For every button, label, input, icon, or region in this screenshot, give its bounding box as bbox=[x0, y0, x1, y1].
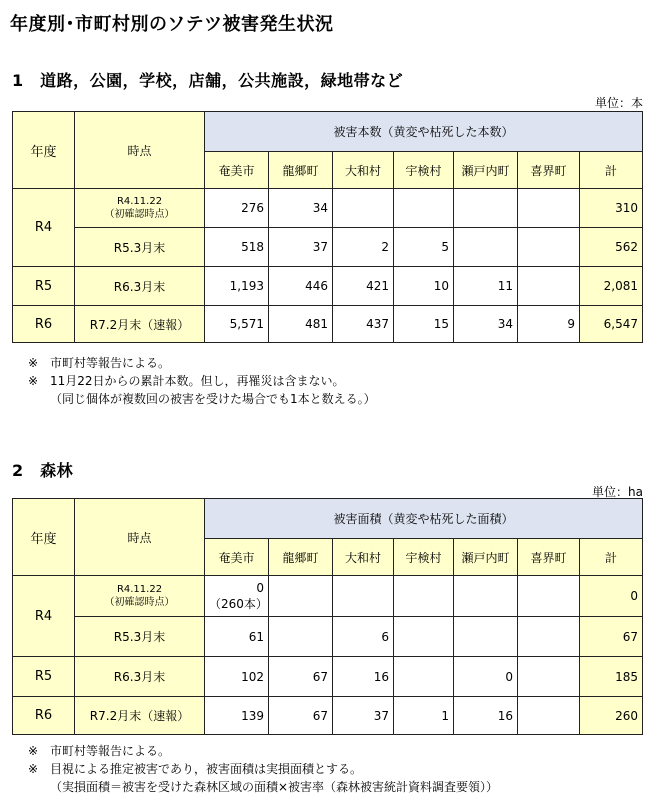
cell-value: 10 bbox=[394, 267, 454, 306]
col-total: 計 bbox=[580, 539, 643, 576]
col-tatsugo: 龍郷町 bbox=[269, 539, 333, 576]
cell-total: 0 bbox=[580, 576, 643, 617]
table-row bbox=[13, 617, 643, 657]
cell-value bbox=[454, 617, 518, 657]
cell-total: 310 bbox=[580, 189, 643, 228]
cell-value: 61 bbox=[205, 617, 269, 657]
cell-value: 9 bbox=[518, 306, 580, 343]
section1-table bbox=[12, 111, 643, 343]
cell-value: 518 bbox=[205, 228, 269, 267]
cell-value: 481 bbox=[269, 306, 333, 343]
cell-total: 562 bbox=[580, 228, 643, 267]
cell-value: 5 bbox=[394, 228, 454, 267]
header-year: 年度 bbox=[13, 499, 75, 576]
header-group: 被害本数（黄変や枯死した本数） bbox=[205, 112, 643, 152]
cell-value bbox=[454, 576, 518, 617]
cell-value bbox=[333, 189, 394, 228]
col-kikai: 喜界町 bbox=[518, 539, 580, 576]
page-title: 年度別･市町村別のソテツ被害発生状況 bbox=[10, 14, 334, 35]
note-item: ※ 市町村等報告による。 bbox=[28, 356, 171, 370]
cell-total: 185 bbox=[580, 657, 643, 697]
row-point: R6.3月末 bbox=[75, 657, 205, 697]
cell-subnote: （260本） bbox=[209, 597, 268, 611]
row-year: R6 bbox=[13, 697, 75, 735]
cell-value bbox=[518, 228, 580, 267]
section2-notes bbox=[28, 742, 498, 796]
row-point: R6.3月末 bbox=[75, 267, 205, 306]
cell-value: 102 bbox=[205, 657, 269, 697]
cell-value bbox=[394, 617, 454, 657]
row-point: R4.11.22 （初確認時点） bbox=[75, 576, 205, 617]
cell-value: 15 bbox=[394, 306, 454, 343]
cell-value: 37 bbox=[269, 228, 333, 267]
cell-value: 16 bbox=[454, 697, 518, 735]
table-row bbox=[13, 306, 643, 343]
cell-value: 34 bbox=[454, 306, 518, 343]
cell-value bbox=[518, 697, 580, 735]
col-setouchi: 瀬戸内町 bbox=[454, 539, 518, 576]
col-total: 計 bbox=[580, 152, 643, 189]
cell-value: 6 bbox=[333, 617, 394, 657]
section2-unit: 単位：ha bbox=[592, 485, 643, 499]
col-setouchi: 瀬戸内町 bbox=[454, 152, 518, 189]
cell-value: 421 bbox=[333, 267, 394, 306]
cell-value: 276 bbox=[205, 189, 269, 228]
cell-total: 6,547 bbox=[580, 306, 643, 343]
table-row bbox=[13, 657, 643, 697]
table-row bbox=[13, 267, 643, 306]
cell-value bbox=[454, 228, 518, 267]
row-point: R5.3月末 bbox=[75, 617, 205, 657]
cell-value bbox=[394, 189, 454, 228]
cell-value bbox=[518, 576, 580, 617]
cell-value bbox=[518, 189, 580, 228]
cell-value bbox=[518, 267, 580, 306]
cell-total: 67 bbox=[580, 617, 643, 657]
cell-value: 37 bbox=[333, 697, 394, 735]
section1-unit: 単位：本 bbox=[594, 96, 643, 110]
note-item: ※ 目視による推定被害であり，被害面積は実損面積とする。 bbox=[28, 762, 363, 776]
cell-value bbox=[394, 576, 454, 617]
table-row bbox=[13, 697, 643, 735]
col-uken: 宇検村 bbox=[394, 152, 454, 189]
row-year: R5 bbox=[13, 657, 75, 697]
row-point: R7.2月末（速報） bbox=[75, 306, 205, 343]
note-item: （実損面積＝被害を受けた森林区域の面積×被害率（森林被害統計資料調査要領）） bbox=[50, 780, 499, 794]
cell-value: 446 bbox=[269, 267, 333, 306]
cell-value: 34 bbox=[269, 189, 333, 228]
header-year: 年度 bbox=[13, 112, 75, 189]
col-tatsugo: 龍郷町 bbox=[269, 152, 333, 189]
col-yamato: 大和村 bbox=[333, 152, 394, 189]
cell-value bbox=[269, 617, 333, 657]
cell-value: 139 bbox=[205, 697, 269, 735]
row-year: R4 bbox=[13, 189, 75, 267]
col-kikai: 喜界町 bbox=[518, 152, 580, 189]
section2-table bbox=[12, 498, 643, 735]
cell-value: 2 bbox=[333, 228, 394, 267]
col-yamato: 大和村 bbox=[333, 539, 394, 576]
row-year: R4 bbox=[13, 576, 75, 657]
cell-value bbox=[269, 576, 333, 617]
cell-value bbox=[333, 576, 394, 617]
section1-heading: 1 道路，公園，学校，店舗，公共施設，緑地帯など bbox=[12, 71, 404, 90]
section2-heading: 2 森林 bbox=[12, 461, 74, 480]
row-year: R6 bbox=[13, 306, 75, 343]
cell-value: 0 bbox=[454, 657, 518, 697]
cell-value: 437 bbox=[333, 306, 394, 343]
table-row bbox=[13, 228, 643, 267]
cell-value bbox=[454, 189, 518, 228]
cell-value: 67 bbox=[269, 697, 333, 735]
header-group: 被害面積（黄変や枯死した面積） bbox=[205, 499, 643, 539]
row-point: R7.2月末（速報） bbox=[75, 697, 205, 735]
header-point: 時点 bbox=[75, 112, 205, 189]
cell-value bbox=[518, 617, 580, 657]
row-point: R4.11.22 （初確認時点） bbox=[75, 189, 205, 228]
row-point: R5.3月末 bbox=[75, 228, 205, 267]
col-amami: 奄美市 bbox=[205, 539, 269, 576]
cell-value: 5,571 bbox=[205, 306, 269, 343]
cell-value: 67 bbox=[269, 657, 333, 697]
cell-value: 11 bbox=[454, 267, 518, 306]
col-uken: 宇検村 bbox=[394, 539, 454, 576]
col-amami: 奄美市 bbox=[205, 152, 269, 189]
cell-total: 260 bbox=[580, 697, 643, 735]
cell-value bbox=[518, 657, 580, 697]
cell-value: 1 bbox=[394, 697, 454, 735]
cell-value: 16 bbox=[333, 657, 394, 697]
note-item: ※ 11月22日からの累計本数。但し，再罹災は含まない。 bbox=[28, 374, 345, 388]
section1-notes bbox=[28, 354, 376, 408]
note-item: ※ 市町村等報告による。 bbox=[28, 744, 171, 758]
cell-value bbox=[394, 657, 454, 697]
note-item: （同じ個体が複数回の被害を受けた場合でも1本と数える。） bbox=[50, 392, 376, 406]
table-row bbox=[13, 576, 643, 617]
header-point: 時点 bbox=[75, 499, 205, 576]
cell-value: 0 （260本） bbox=[205, 576, 269, 617]
row-year: R5 bbox=[13, 267, 75, 306]
table-row bbox=[13, 189, 643, 228]
cell-total: 2,081 bbox=[580, 267, 643, 306]
cell-value: 1,193 bbox=[205, 267, 269, 306]
